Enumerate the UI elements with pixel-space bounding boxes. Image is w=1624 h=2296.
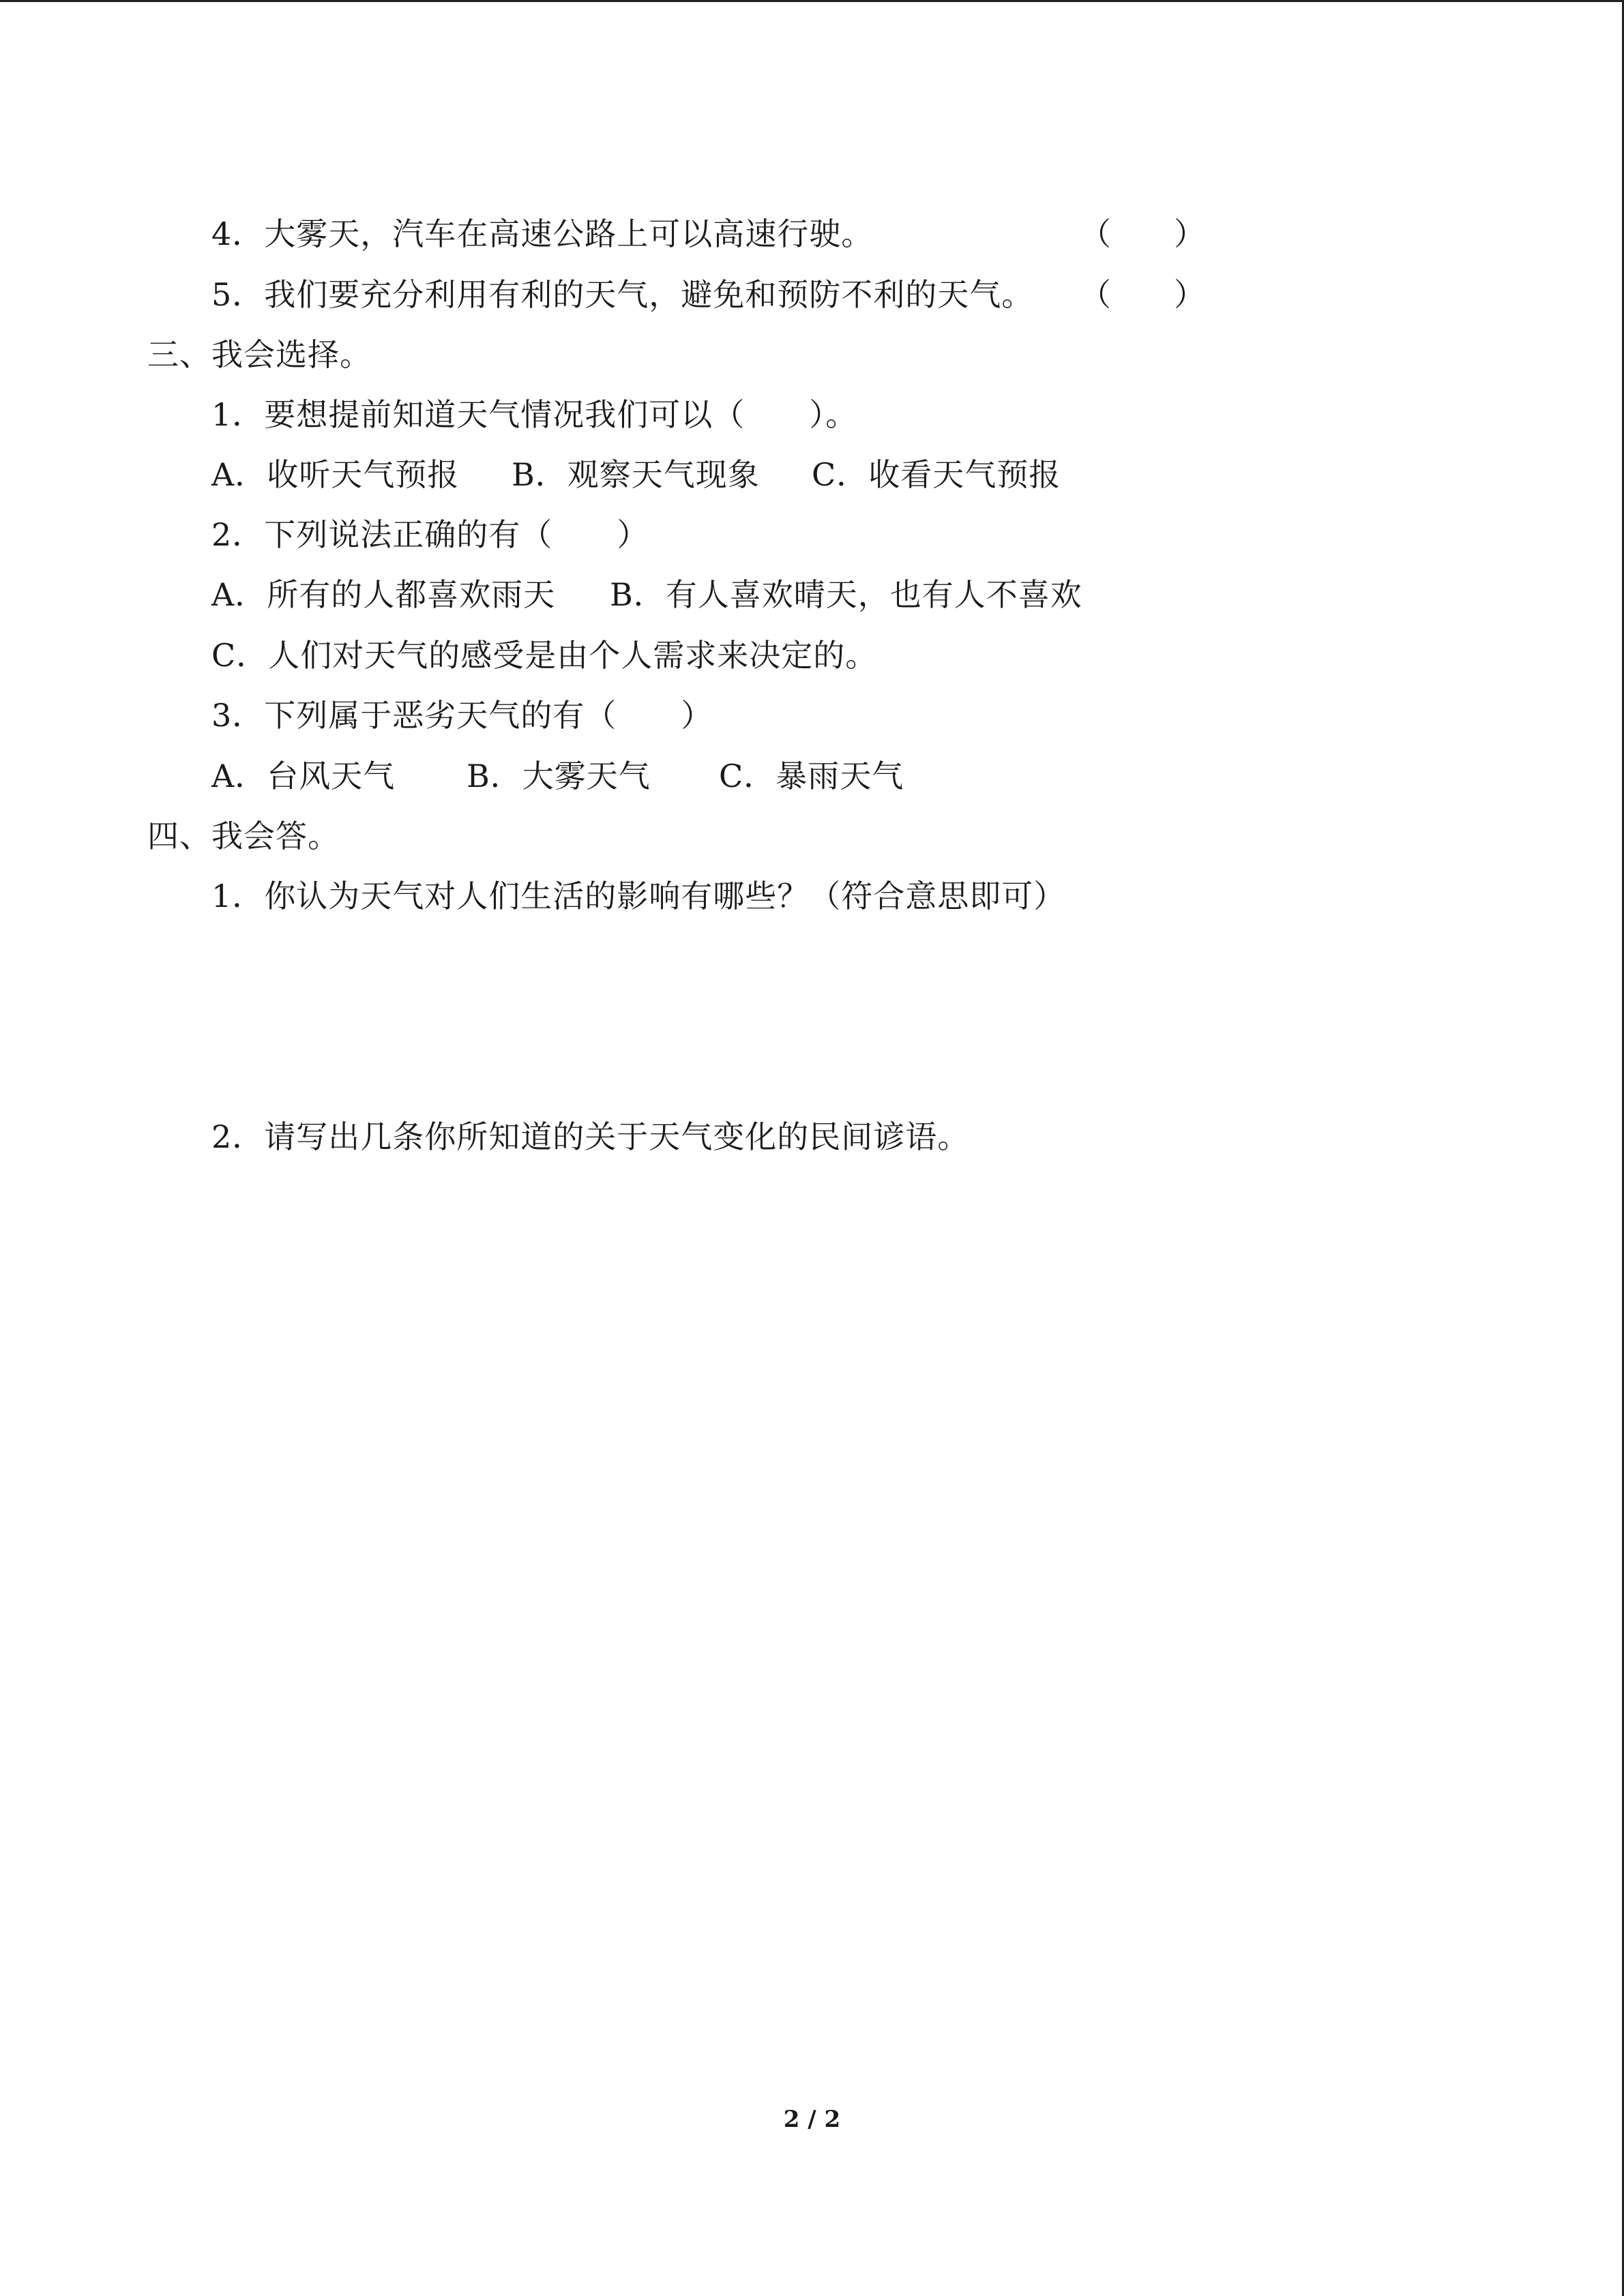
option-3b[interactable]: B．大雾天气 [467, 758, 651, 794]
answer-question-1: 1．你认为天气对人们生活的影响有哪些？（符合意思即可） [211, 878, 1066, 914]
judge-question-4: 4．大雾天，汽车在高速公路上可以高速行驶。 [211, 215, 874, 252]
section-heading-answer: 四、我会答。 [147, 818, 340, 854]
choose-question-3: 3．下列属于恶劣天气的有（ ） [211, 697, 713, 734]
option-1a[interactable]: A．收听天气预报 [211, 456, 460, 493]
choose-options-3 [211, 756, 904, 796]
top-border [0, 0, 1624, 2]
choose-options-1 [211, 454, 1061, 495]
option-3c[interactable]: C．暴雨天气 [719, 758, 904, 794]
judge-question-5: 5．我们要充分利用有利的天气，避免和预防不利的天气。 [211, 276, 1034, 313]
option-1c[interactable]: C．收看天气预报 [812, 456, 1061, 493]
option-2c[interactable]: C．人们对天气的感受是由个人需求来决定的。 [211, 637, 878, 674]
answer-question-2: 2．请写出几条你所知道的关于天气变化的民间谚语。 [211, 1118, 970, 1155]
page-number: 2 / 2 [783, 2106, 841, 2133]
choose-options-2ab [211, 574, 1082, 615]
section-heading-choose: 三、我会选择。 [147, 336, 372, 373]
choose-question-2: 2．下列说法正确的有（ ） [211, 516, 649, 553]
option-3a[interactable]: A．台风天气 [211, 758, 396, 794]
option-1b[interactable]: B．观察天气现象 [512, 456, 760, 493]
option-2b[interactable]: B．有人喜欢晴天，也有人不喜欢 [610, 576, 1082, 613]
choose-question-1: 1．要想提前知道天气情况我们可以（ ）。 [211, 396, 858, 433]
judge-answer-blank-4[interactable]: （ ） [1080, 215, 1205, 252]
option-2a[interactable]: A．所有的人都喜欢雨天 [211, 576, 556, 613]
judge-answer-blank-5[interactable]: （ ） [1080, 276, 1205, 313]
